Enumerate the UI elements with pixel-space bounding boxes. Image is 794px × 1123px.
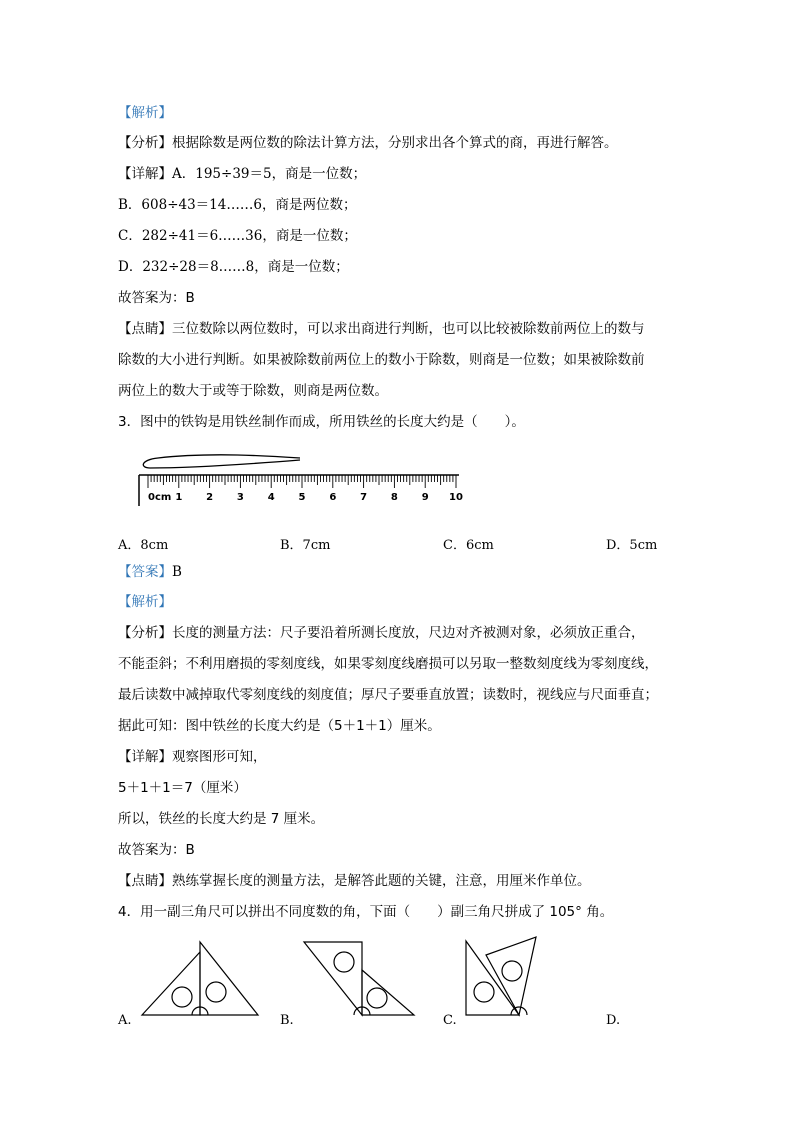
triangle-hole-left [172,987,192,1007]
dianjing-text-1: 三位数除以两位数时，可以求出商进行判断，也可以比较被除数前两位上的数与 [172,321,645,337]
q3-option-c[interactable]: C．6cm [443,538,494,553]
ruler-tick-label: 4 [267,492,275,503]
q4-option-d[interactable]: D. [606,1013,621,1028]
q3-fenxi-3: 最后读数中减掉取代零刻度线的刻度值；厚尺子要垂直放置；读数时，视线应与尺面垂直； [118,687,658,703]
xiangjie-line-b: B．608÷43＝14……6，商是两位数； [118,197,357,213]
q3-xiangjie-tag: 【详解】 [118,749,172,765]
ruler-tick-labels [148,492,463,503]
q4-option-c[interactable]: C. [443,1013,457,1028]
ruler-tick-label: 7 [360,492,368,503]
ruler-tick-label: 5 [298,492,306,503]
triangle-large [304,942,362,1015]
triangle-hole-bottom [367,988,387,1008]
triangle-large [142,952,200,1015]
ruler-tick-label: 9 [421,492,429,503]
ruler-figure [130,450,470,512]
fenxi-tag: 【分析】 [118,135,172,151]
ruler-tick-label: 6 [329,492,337,503]
q3-option-a[interactable]: A．8cm [118,538,169,553]
triangle-small [200,942,258,1015]
q3-fenxi-tag: 【分析】 [118,625,172,641]
triangle-hole-right [502,961,522,981]
jiexi-heading: 【解析】 [118,105,172,121]
answer-tag: 【答案】 [118,564,172,580]
q4-figure-b[interactable] [302,940,422,1018]
ruler-tick-label: 10 [449,492,463,503]
q4-option-b[interactable]: B. [280,1013,294,1028]
q3-dianjing [118,872,591,890]
q2-dianjing-2: 除数的大小进行判断。如果被除数前两位上的数小于除数，则商是一位数；如果被除数前 [118,352,645,368]
ruler-tick-label: 2 [206,492,214,503]
ruler-tick-label: 3 [236,492,244,503]
q2-dianjing-1 [118,320,645,338]
q3-option-d[interactable]: D．5cm [606,538,658,553]
q3-answer [118,563,182,581]
q3-xiangjie-text: 观察图形可知， [172,749,267,765]
q4-figure-c[interactable] [464,935,544,1018]
q3-jiexi-heading: 【解析】 [118,594,172,610]
q3-fenxi-text-1: 长度的测量方法：尺子要沿着所测长度放，尺边对齐被测对象，必须放正重合， [172,625,645,641]
triangle-hole-left [474,982,494,1002]
ruler-tick-label: 0cm [148,492,172,503]
ruler-ticks [148,475,456,488]
dianjing-tag: 【点睛】 [118,321,172,337]
q2-xiangjie [118,165,366,183]
q3-question: 3．图中的铁钩是用铁丝制作而成，所用铁丝的长度大约是（ ）。 [118,414,525,430]
fenxi-text: 根据除数是两位数的除法计算方法，分别求出各个算式的商，再进行解答。 [172,135,618,151]
q3-fenxi-2: 不能歪斜；不利用磨损的零刻度线，如果零刻度线磨损可以另取一整数刻度线为零刻度线， [118,656,658,672]
ruler-tick-label: 8 [390,492,398,503]
q3-calc: 5＋1＋1＝7（厘米） [118,780,247,796]
triangle-hole-top [334,952,354,972]
xiangjie-line-a: A．195÷39＝5，商是一位数； [172,166,367,182]
xiangjie-tag: 【详解】 [118,166,172,182]
q4-figure-a[interactable] [140,940,260,1018]
answer-value: B [172,564,182,580]
q4-question: 4．用一副三角尺可以拼出不同度数的角，下面（ ）副三角尺拼成了 105° 角。 [118,904,614,920]
q2-answer-line: 故答案为：B [118,290,195,306]
q3-conclusion: 所以，铁丝的长度大约是 7 厘米。 [118,811,325,827]
triangle-hole-right [206,982,226,1002]
q3-fenxi-4: 据此可知：图中铁丝的长度大约是（5＋1＋1）厘米。 [118,718,441,734]
xiangjie-line-c: C．282÷41＝6……36，商是一位数； [118,228,357,244]
q4-option-a[interactable]: A. [118,1013,132,1028]
q3-option-b[interactable]: B．7cm [280,538,331,553]
q3-answer-line: 故答案为：B [118,842,195,858]
q3-dianjing-text: 熟练掌握长度的测量方法，是解答此题的关键，注意，用厘米作单位。 [172,873,591,889]
xiangjie-line-d: D．232÷28＝8……8，商是一位数； [118,259,349,275]
q2-fenxi [118,134,618,152]
q2-dianjing-3: 两位上的数大于或等于除数，则商是两位数。 [118,383,388,399]
ruler-tick-label: 1 [175,492,183,503]
iron-hook-return [150,460,300,468]
q3-dianjing-tag: 【点睛】 [118,873,172,889]
q3-xiangjie [118,748,267,766]
triangle-small [362,970,414,1015]
q3-fenxi-1 [118,624,645,642]
